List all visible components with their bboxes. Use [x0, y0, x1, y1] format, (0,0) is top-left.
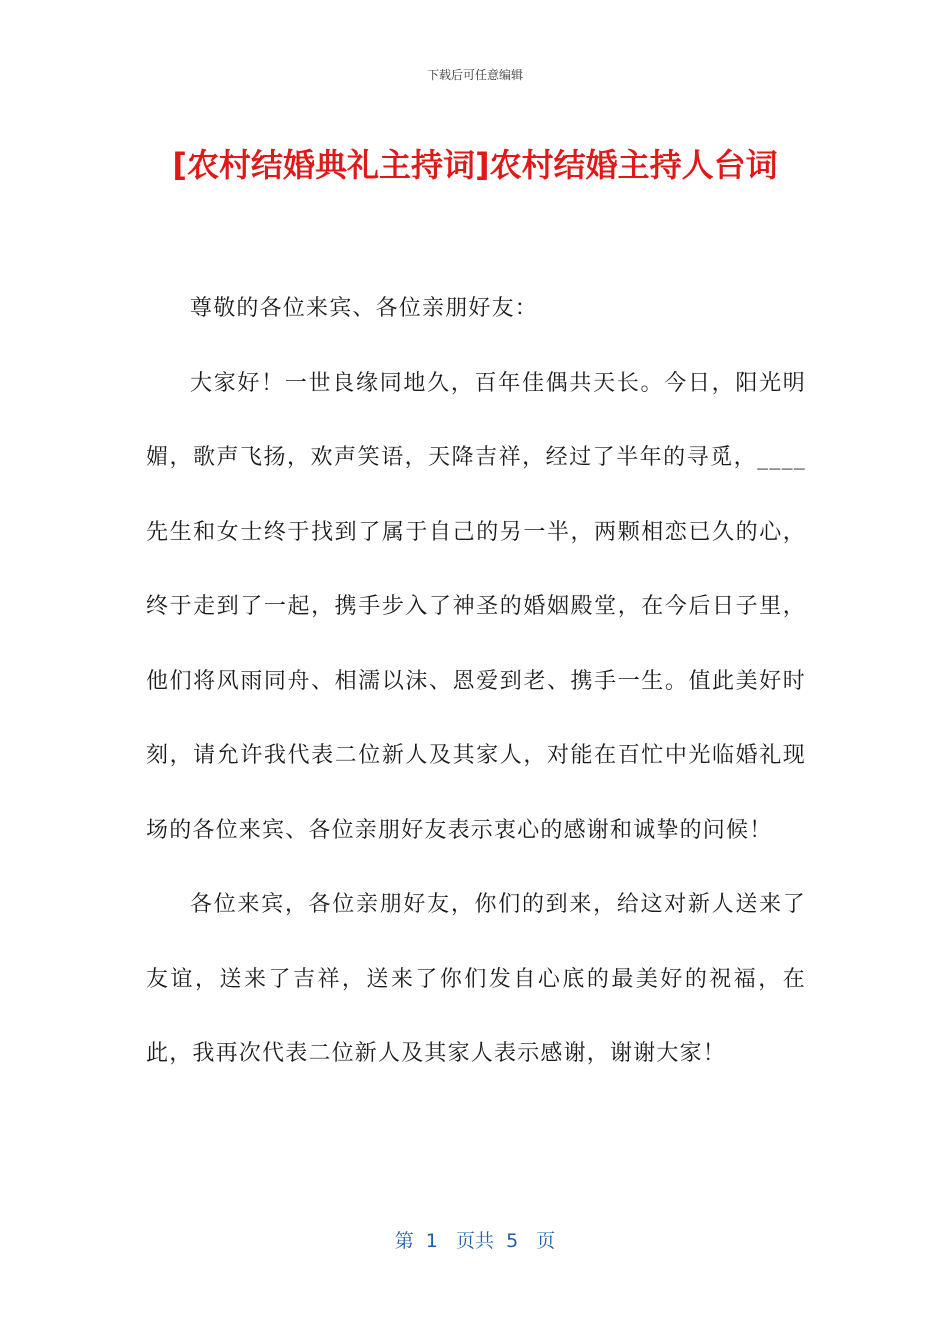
header-note: 下载后可任意编辑 [426, 68, 523, 82]
paragraph-thanks: 各位来宾，各位亲朋好友，你们的到来，给这对新人送来了友谊，送来了吉祥，送来了你们发自心底的最美好的祝福，在此，我再次代表二位新人及其家人表示感谢，谢谢大家！ [146, 892, 806, 1066]
paragraph-greeting: 尊敬的各位来宾、各位亲朋好友： [190, 296, 539, 321]
document-title: [农村结婚典礼主持词]农村结婚主持人台词 [172, 146, 778, 184]
paragraph-opening: 大家好！一世良缘同地久，百年佳偶共天长。今日，阳光明媚，歌声飞扬，欢声笑语，天降吉祥，经过了半年的寻觅，____先生和女士终于找到了属于自己的另一半，两颗相恋已久的心，终于走到了一起，携手步入了神圣的婚姻殿堂，在今后日子里，他们将风雨同舟、相濡以沫、恩爱到老、携手一生。值此美好时刻，请允许我代表二位新人及其家人，对能在百忙中光临婚礼现场的各位来宾、各位亲朋好友表示衷心的感谢和诚挚的问候！ [146, 370, 806, 843]
document-body [146, 272, 806, 1092]
page-number: 第 1 页共 5 页 [394, 1230, 556, 1252]
